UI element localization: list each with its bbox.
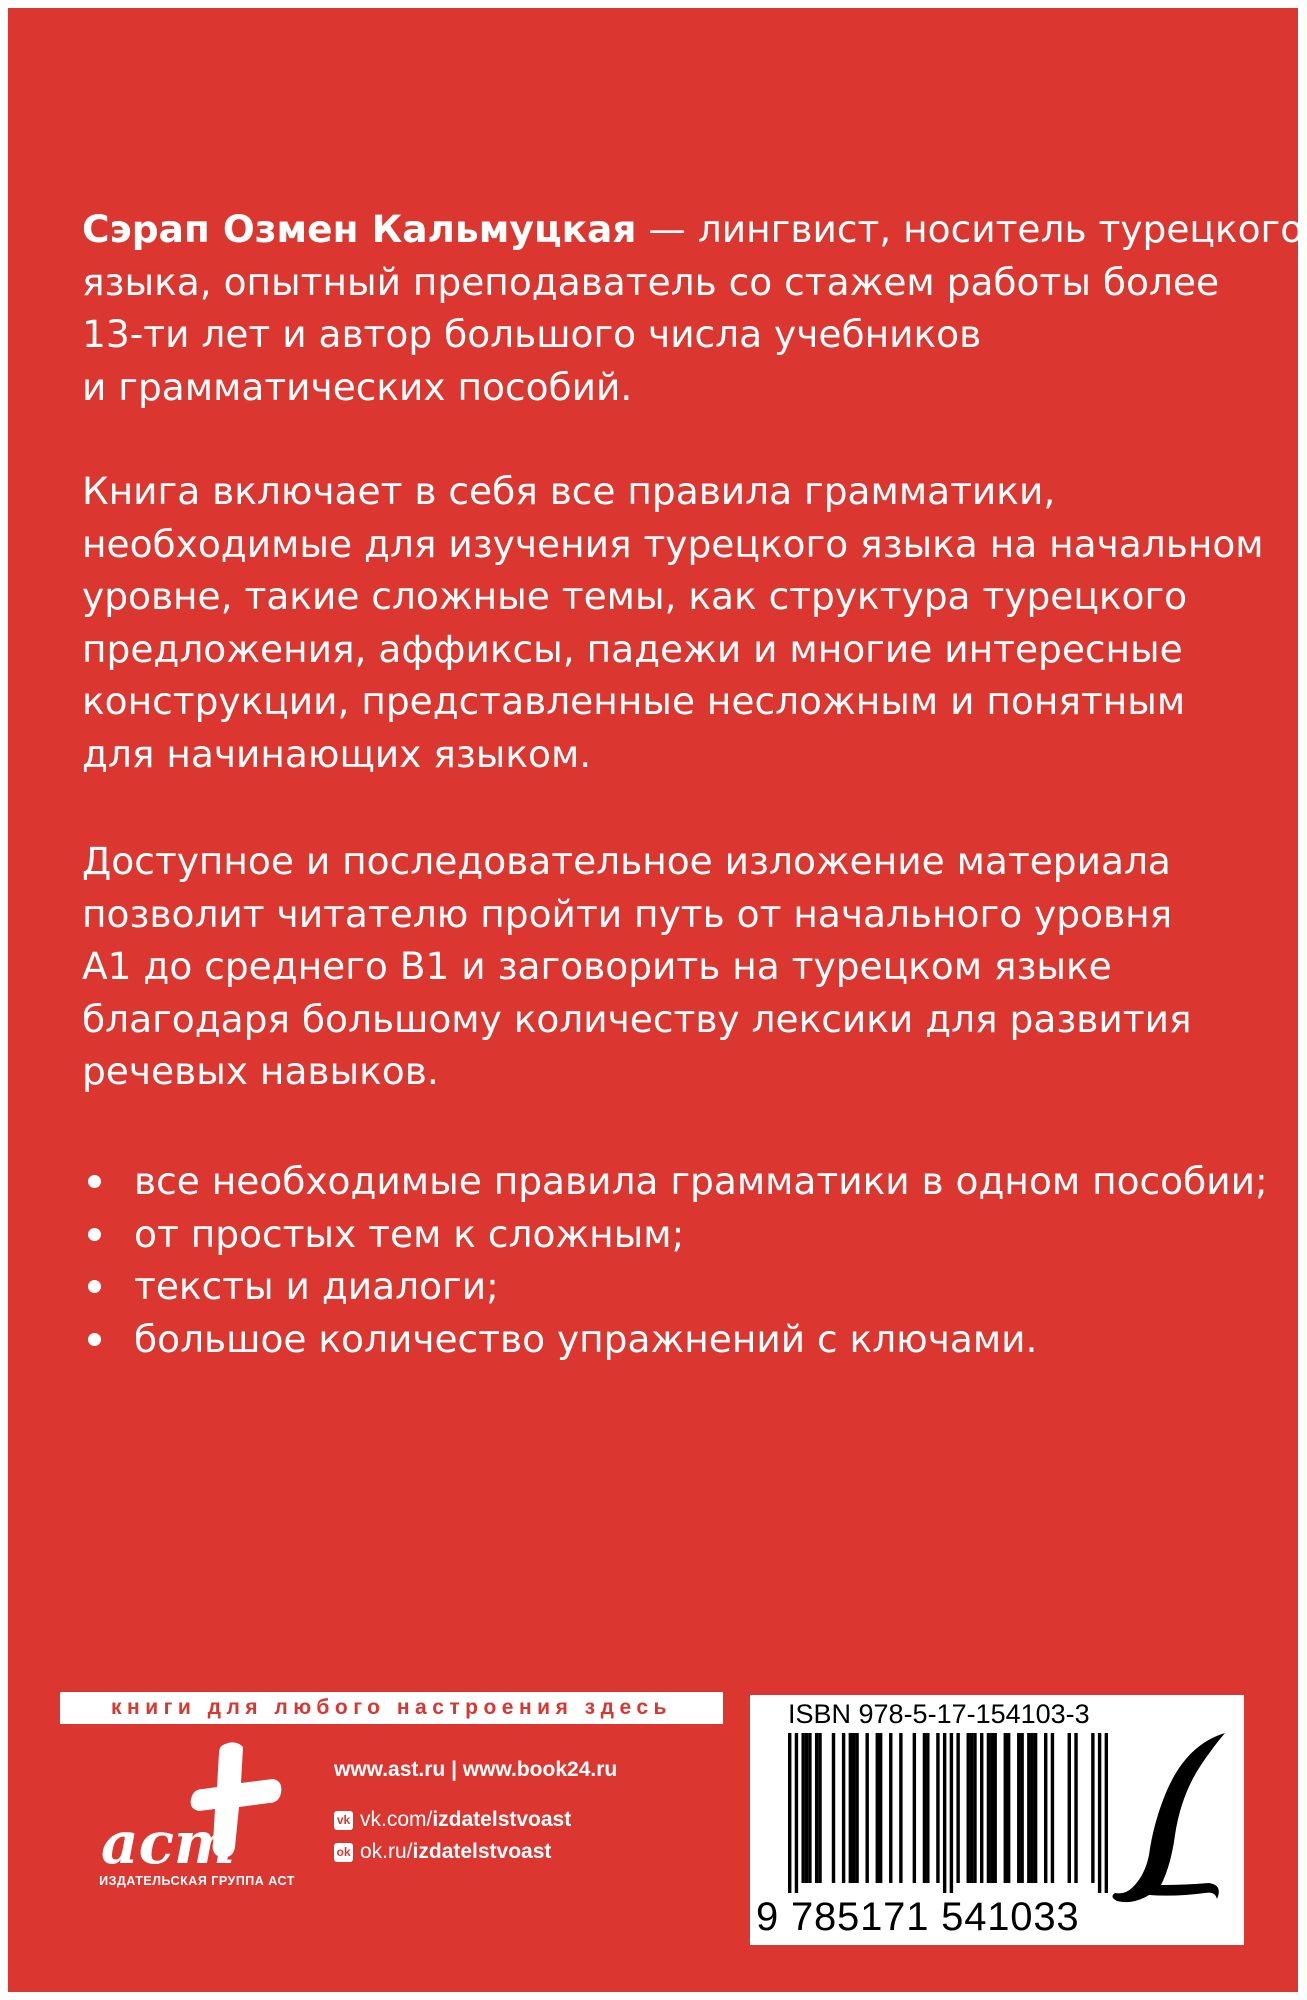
barcode-bar [1020, 1733, 1023, 1883]
description-paragraph-2 [82, 835, 1242, 1098]
barcode-bar [990, 1733, 993, 1883]
list-item [82, 1155, 1268, 1208]
barcode-bar [842, 1733, 845, 1883]
feature-text: тексты и диалоги; [134, 1264, 499, 1308]
barcode-bar [1051, 1733, 1054, 1883]
barcode-bar [808, 1733, 811, 1883]
barcode-bar [970, 1733, 973, 1883]
description-line: А1 до среднего В1 и заговорить на турецком языке [82, 944, 1112, 988]
barcode-bar [1031, 1733, 1034, 1883]
author-bio-line: 13-ти лет и автор большого числа учебников [82, 312, 982, 356]
barcode-bar [865, 1733, 868, 1883]
barcode-bar [1074, 1733, 1077, 1883]
social-link-vk[interactable] [334, 1804, 617, 1836]
social-links [334, 1804, 617, 1868]
bullet-icon [88, 1333, 101, 1346]
barcode-bar [913, 1733, 916, 1883]
author-bio [82, 203, 1304, 413]
barcode-bar [943, 1733, 946, 1893]
publisher-label: ИЗДАТЕЛЬСКАЯ ГРУППА АСТ [99, 1874, 295, 1888]
barcode-icon [788, 1733, 1108, 1893]
description-line: уровне, такие сложные темы, как структура турецкого [82, 574, 1188, 618]
barcode-bar [788, 1733, 791, 1893]
barcode-bar [855, 1733, 858, 1883]
barcode-bar [889, 1733, 892, 1883]
barcode-digits: 9 785171 541033 [756, 1895, 1080, 1939]
barcode-bar [1044, 1733, 1047, 1883]
social-prefix: vk.com/ [360, 1808, 433, 1831]
barcode-bar [852, 1733, 855, 1883]
barcode-bar [879, 1733, 882, 1883]
site-links[interactable]: www.ast.ru | www.book24.ru [334, 1758, 618, 1781]
bullet-icon [88, 1280, 101, 1293]
quill-logo-icon [1105, 1725, 1235, 1915]
barcode-bar [1004, 1733, 1007, 1883]
barcode-bar [1007, 1733, 1010, 1883]
barcode-bar [1027, 1733, 1030, 1883]
description-line: для начинающих языком. [82, 731, 592, 776]
social-handle: izdatelstvoast [412, 1840, 552, 1863]
barcode-bar [993, 1733, 996, 1883]
description-line: предложения, аффиксы, падежи и многие интересные [82, 626, 1183, 671]
description-line: речевых навыков. [82, 1049, 439, 1093]
tagline-banner: книги для любого настроения здесь [60, 1692, 723, 1724]
description-line: Доступное и последовательное изложение материала [82, 839, 1171, 883]
description-line: позволит читателю пройти путь от начального уровня [82, 891, 1173, 936]
barcode-bar [805, 1733, 808, 1883]
ok-icon: ok [334, 1843, 353, 1862]
description-line: Книга включает в себя все правила грамматики, [82, 469, 1056, 513]
barcode-bar [818, 1733, 821, 1883]
list-item [82, 1260, 1268, 1313]
barcode-bar [899, 1733, 902, 1883]
bullet-icon [88, 1228, 101, 1241]
description-line: благодаря большому количеству лексики для развития [82, 996, 1192, 1041]
publisher-links [334, 1758, 617, 1868]
barcode-bar [973, 1733, 976, 1883]
description-line: необходимые для изучения турецкого языка на начальном [82, 521, 1264, 566]
description-line: конструкции, представленные несложным и понятным [82, 679, 1186, 723]
isbn-label: ISBN 978-5-17-154103-3 [788, 1699, 1090, 1729]
barcode-bar [926, 1733, 929, 1883]
barcode-bar [1098, 1733, 1101, 1893]
list-item [82, 1313, 1268, 1366]
barcode-bar [832, 1733, 835, 1883]
barcode-bar [876, 1733, 879, 1883]
barcode-bar [936, 1733, 939, 1883]
barcode-bar [923, 1733, 926, 1883]
feature-text: от простых тем к сложным; [134, 1211, 685, 1256]
features-list [82, 1155, 1268, 1365]
bullet-icon [88, 1175, 101, 1188]
vk-icon: vk [334, 1811, 353, 1830]
barcode-panel [750, 1695, 1244, 1945]
social-link-ok[interactable] [334, 1836, 617, 1868]
feature-text: все необходимые правила грамматики в одном пособии; [134, 1159, 1268, 1203]
barcode-bar [950, 1733, 953, 1893]
list-item [82, 1208, 1268, 1261]
barcode-bar [987, 1733, 990, 1883]
barcode-bar [1068, 1733, 1071, 1883]
logo-text: аст [101, 1809, 236, 1870]
barcode-bar [980, 1733, 983, 1883]
ast-logo-icon [95, 1735, 295, 1870]
barcode-bar [1034, 1733, 1037, 1883]
barcode-bar [1017, 1733, 1020, 1883]
description-paragraph-1 [82, 465, 1264, 780]
barcode-bar [795, 1733, 798, 1893]
barcode-bar [1091, 1733, 1094, 1883]
author-name: Сэрап Озмен Кальмуцкая [82, 207, 637, 251]
social-handle: izdatelstvoast [432, 1808, 572, 1831]
feature-text: большое количество упражнений с ключами. [134, 1316, 1038, 1361]
barcode-bar [815, 1733, 818, 1883]
barcode-bar [801, 1733, 804, 1883]
barcode-bar [956, 1733, 959, 1883]
author-bio-line: языка, опытный преподаватель со стажем работы более [82, 259, 1220, 304]
social-prefix: ok.ru/ [360, 1840, 413, 1863]
barcode-bar [967, 1733, 970, 1883]
author-bio-first-line: — лингвист, носитель турецкого [636, 207, 1304, 251]
barcode-bar [849, 1733, 852, 1883]
author-bio-line: и грамматических пособий. [82, 364, 633, 409]
